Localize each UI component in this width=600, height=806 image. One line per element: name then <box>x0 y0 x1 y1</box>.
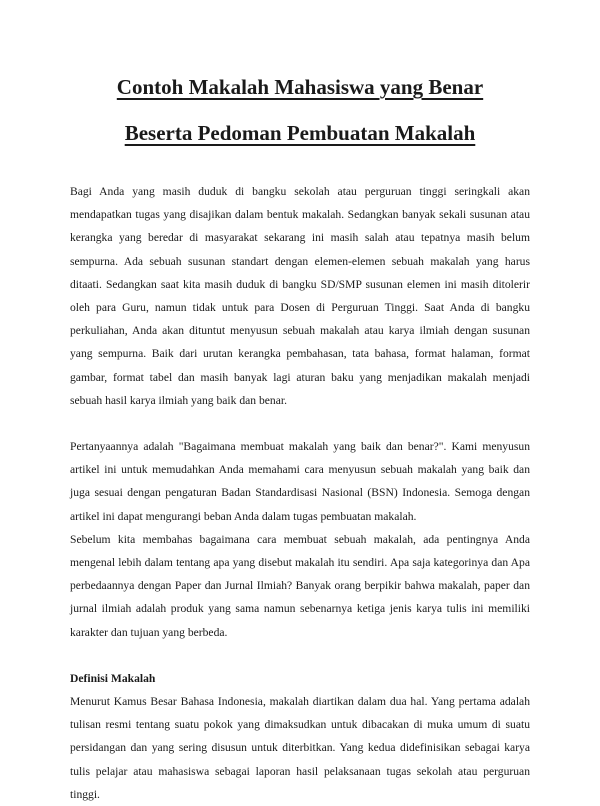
section-heading-definisi: Definisi Makalah <box>70 671 156 685</box>
paragraph-intro: Bagi Anda yang masih duduk di bangku sekolah atau perguruan tinggi seringkali akan mendapatkan tugas yang disajikan dalam bentuk makalah. Sedangkan banyak sekali susunan atau kerangka yang beredar di masyarakat sekarang ini masih salah atau tepatnya masih belum sempurna. Ada sebuah susunan standart dengan elemen-elemen sebuah makalah yang harus ditaati. Sedangkan saat kita masih duduk di bangku SD/SMP susunan elemen ini masih ditolerir oleh para Guru, namun tidak untuk para Dosen di Perguruan Tinggi. Saat Anda di bangku perkuliahan, Anda akan dituntut menyusun sebuah makalah atau karya ilmiah dengan susunan yang sempurna. Baik dari urutan kerangka pembahasan, tata bahasa, format halaman, format gambar, format tabel dan masih banyak lagi aturan baku yang menjadikan makalah menjadi sebuah hasil karya ilmiah yang baik dan benar. <box>70 185 530 407</box>
title-line-1: Contoh Makalah Mahasiswa yang Benar <box>116 75 484 99</box>
paragraph-question: Pertanyaannya adalah "Bagaimana membuat makalah yang baik dan benar?". Kami menyusun artikel ini untuk memudahkan Anda memahami cara menyusun sebuah makalah yang baik dan juga sesuai dengan pengaturan Badan Standardisasi Nasional (BSN) Indonesia. Semoga dengan artikel ini dapat mengurangi beban Anda dalam tugas pembuatan makalah. <box>70 440 530 523</box>
paragraph-before: Sebelum kita membahas bagaimana cara membuat sebuah makalah, ada pentingnya Anda mengenal lebih dalam tentang apa yang disebut makalah itu sendiri. Apa saja kategorinya dan Apa perbedaannya dengan Paper dan Jurnal Ilmiah? Banyak orang berpikir bahwa makalah, paper dan jurnal ilmiah adalah produk yang sama namun sebenarnya ketiga jenis karya tulis ini memiliki karakter dan tujuan yang berbeda. <box>70 532 530 639</box>
title-line-2: Beserta Pedoman Pembuatan Makalah <box>124 121 476 145</box>
paragraph-definisi: Menurut Kamus Besar Bahasa Indonesia, makalah diartikan dalam dua hal. Yang pertama adalah tulisan resmi tentang suatu pokok yang dimaksudkan untuk dibacakan di muka umum di suatu persidangan dan yang sering disusun untuk diterbitkan. Yang kedua didefinisikan sebagai karya tulis pelajar atau mahasiswa sebagai laporan hasil pelaksanaan tugas sekolah atau perguruan tinggi. <box>70 695 530 801</box>
document-title <box>70 64 530 156</box>
document-page <box>70 64 530 806</box>
